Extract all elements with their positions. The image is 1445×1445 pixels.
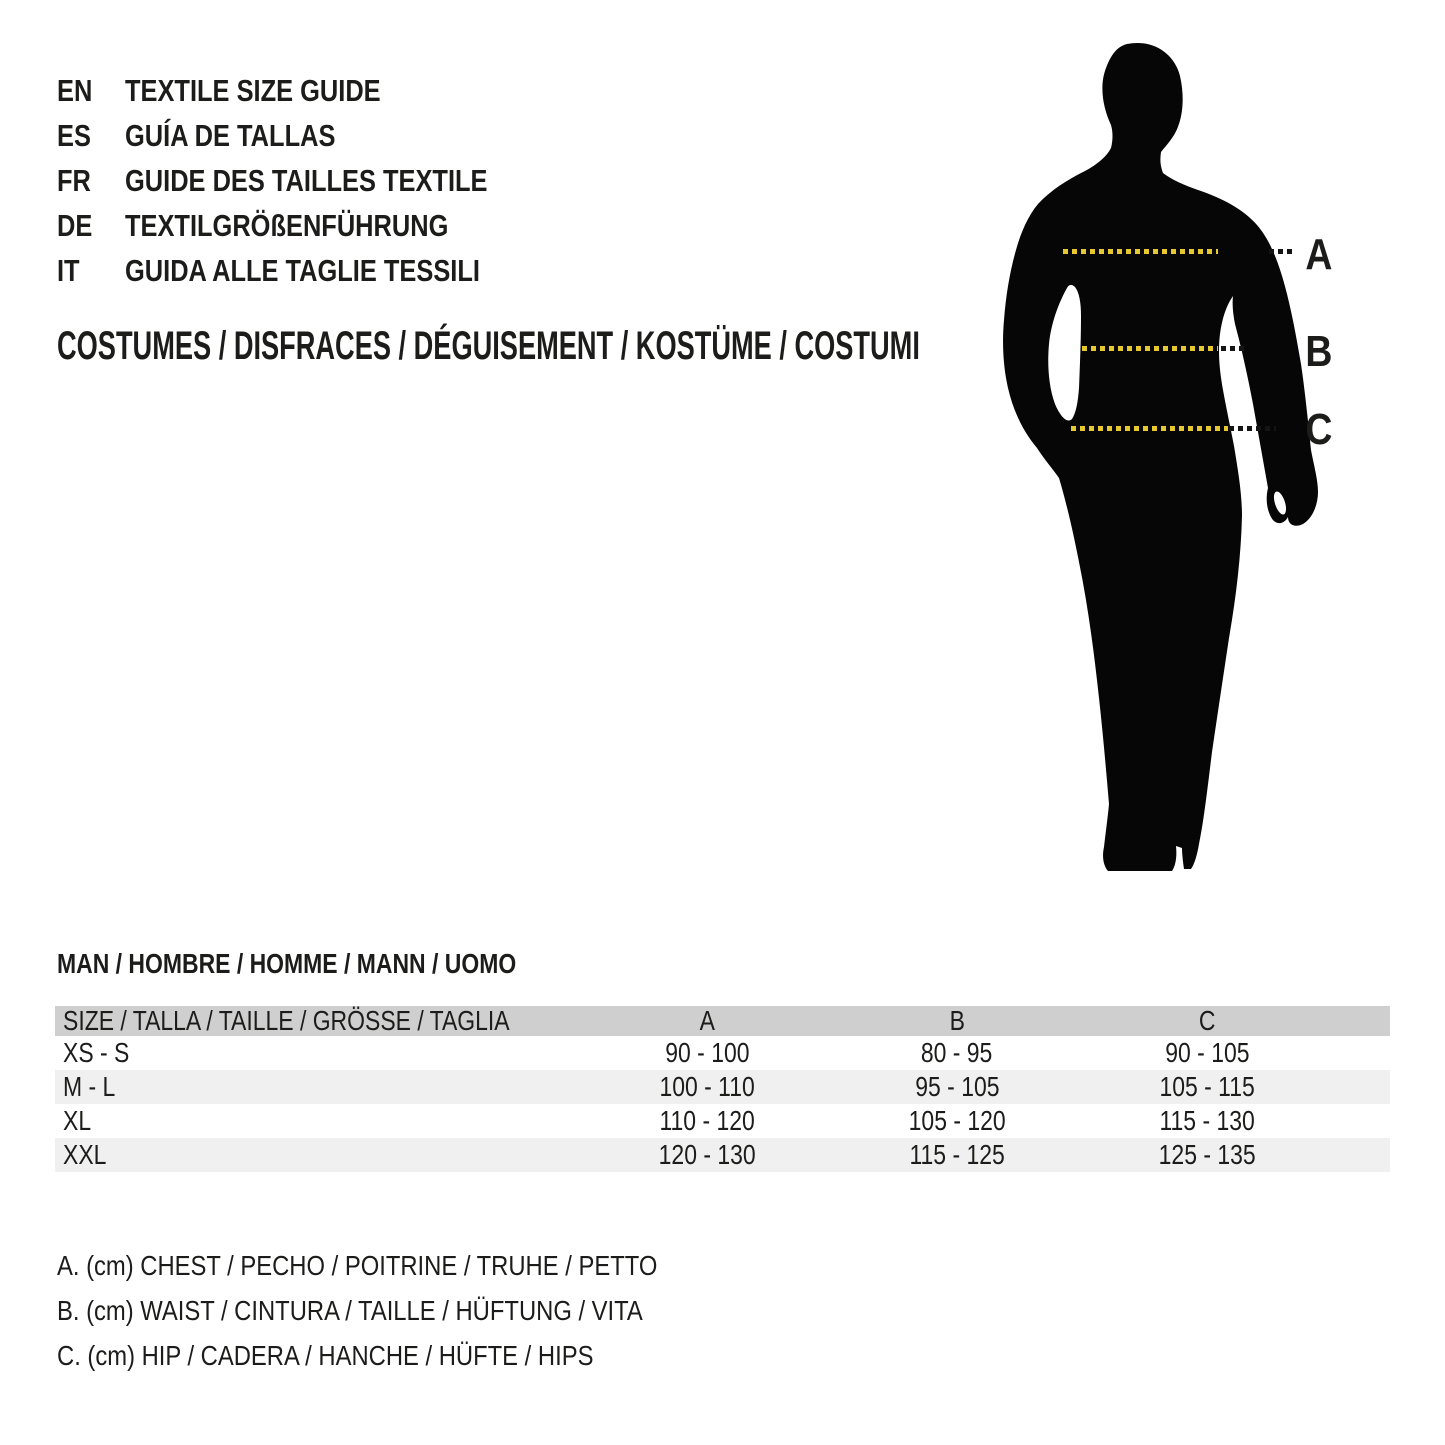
language-code: ES (57, 117, 91, 153)
cell-size: XS - S (63, 1037, 130, 1068)
language-row-de (57, 203, 567, 248)
marker-label-waist: B (1305, 327, 1333, 376)
table-row-xxl (55, 1138, 1390, 1172)
table-row-xl (55, 1104, 1390, 1138)
cell-c: 115 - 130 (1159, 1105, 1255, 1136)
cell-a: 100 - 110 (659, 1071, 755, 1102)
marker-label-hip: C (1305, 405, 1333, 454)
language-row-es (57, 113, 567, 158)
cell-c: 125 - 135 (1158, 1139, 1256, 1170)
category-title: COSTUMES / DISFRACES / DÉGUISEMENT / KOSTÜME / COSTUMI (57, 324, 920, 368)
cell-size: XL (63, 1105, 92, 1136)
language-code: IT (57, 252, 80, 288)
waist-line-black-dash (1221, 346, 1248, 351)
chest-line-black-dash (1269, 249, 1292, 254)
hip-line-yellow-dash (1071, 426, 1228, 431)
language-row-en (57, 68, 567, 113)
legend-item-waist: B. (cm) WAIST / CINTURA / TAILLE / HÜFTUNG / VITA (57, 1295, 643, 1326)
figure-man (975, 36, 1345, 886)
section-title-man: MAN / HOMBRE / HOMME / MANN / UOMO (57, 948, 517, 979)
cell-b: 80 - 95 (921, 1037, 993, 1068)
language-label: GUIDA ALLE TAGLIE TESSILI (125, 252, 480, 288)
language-row-fr (57, 158, 567, 203)
cell-c: 105 - 115 (1159, 1071, 1255, 1102)
header-cell-c: C (1198, 1005, 1216, 1036)
cell-b: 95 - 105 (914, 1071, 1000, 1102)
language-list (57, 68, 567, 293)
language-code: EN (57, 72, 93, 108)
header-cell-a: A (699, 1005, 715, 1036)
language-label: TEXTILGRÖßENFÜHRUNG (125, 207, 449, 243)
legend-item-hip: C. (cm) HIP / CADERA / HANCHE / HÜFTE / HIPS (57, 1340, 594, 1371)
language-code: FR (57, 162, 91, 198)
cell-size: M - L (63, 1071, 116, 1102)
language-label: GUIDE DES TAILLES TEXTILE (125, 162, 488, 198)
header-cell-b: B (949, 1005, 965, 1036)
man-silhouette (975, 36, 1345, 886)
size-table (55, 1006, 1390, 1172)
cell-b: 115 - 125 (909, 1139, 1005, 1170)
cell-c: 90 - 105 (1164, 1037, 1250, 1068)
marker-label-chest: A (1305, 230, 1333, 279)
measurement-legend (57, 1243, 763, 1378)
table-row-xs-s (55, 1036, 1390, 1070)
cell-a: 120 - 130 (658, 1139, 756, 1170)
header-cell-size: SIZE / TALLA / TAILLE / GRÖSSE / TAGLIA (63, 1006, 510, 1036)
cell-a: 90 - 100 (664, 1037, 750, 1068)
language-row-it (57, 248, 567, 293)
language-label: TEXTILE SIZE GUIDE (125, 72, 381, 108)
size-table-header-row (55, 1006, 1390, 1036)
cell-size: XXL (63, 1139, 107, 1170)
language-code: DE (57, 207, 93, 243)
table-row-m-l (55, 1070, 1390, 1104)
cell-a: 110 - 120 (659, 1105, 755, 1136)
legend-item-chest: A. (cm) CHEST / PECHO / POITRINE / TRUHE / PETTO (57, 1250, 658, 1281)
waist-line-yellow-dash (1082, 346, 1218, 351)
hip-line-black-dash (1229, 426, 1276, 431)
cell-b: 105 - 120 (908, 1105, 1006, 1136)
chest-line-yellow-dash (1063, 249, 1218, 254)
language-label: GUÍA DE TALLAS (125, 117, 336, 153)
